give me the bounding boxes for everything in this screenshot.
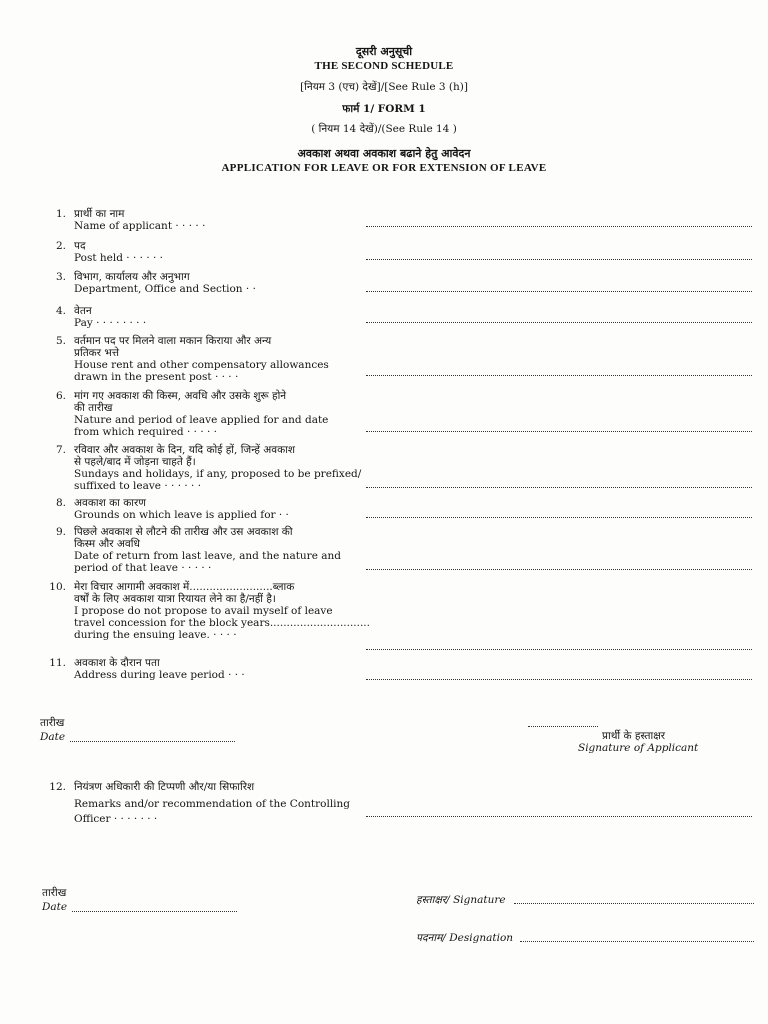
item-number: 3. (55, 271, 66, 283)
signature-label-hindi: प्रार्थी के हस्ताक्षर (602, 730, 666, 742)
item-number: 11. (49, 657, 66, 669)
date-field[interactable] (70, 741, 235, 742)
item-line: अवकाश का कारण (74, 497, 146, 509)
answer-field-5[interactable] (366, 375, 752, 376)
answer-field-8[interactable] (366, 517, 752, 518)
item-line: during the ensuing leave. · · · · (74, 629, 237, 641)
item-line: Officer · · · · · · · (74, 813, 158, 825)
item-number: 5. (55, 335, 66, 347)
item-number: 7. (55, 444, 66, 456)
item-number: 2. (55, 240, 66, 252)
item-line: नियंत्रण अधिकारी की टिप्पणी और/या सिफारिश (74, 781, 255, 793)
officer-date-field[interactable] (72, 911, 237, 912)
item-line: प्रतिकर भत्ते (74, 347, 120, 359)
item-line: रविवार और अवकाश के दिन, यदि कोई हों, जिन्हें अवकाश (74, 444, 296, 456)
item-line: वेतन (74, 305, 92, 317)
officer-signature-label: हस्ताक्षर/ Signature (416, 894, 506, 906)
item-line: की तारीख (74, 402, 113, 414)
date-label: Date (40, 731, 66, 743)
item-line: I propose do not propose to avail myself of leave (74, 605, 333, 617)
item-number: 10. (49, 581, 66, 593)
item-line: Address during leave period · · · (74, 669, 245, 681)
item-line: drawn in the present post · · · · (74, 371, 239, 383)
date-label-hindi-2: तारीख (42, 887, 67, 899)
item-number: 8. (55, 497, 66, 509)
answer-field-11[interactable] (366, 679, 752, 680)
item-line: अवकाश के दौरान पता (74, 657, 160, 669)
form-title-hindi: अवकाश अथवा अवकाश बढाने हेतु आवेदन (297, 147, 471, 160)
item-line: travel concession for the block years.............................. (74, 617, 370, 629)
answer-field-1[interactable] (366, 226, 752, 227)
item-line: Remarks and/or recommendation of the Controlling (74, 798, 351, 810)
answer-field-7[interactable] (366, 487, 752, 488)
answer-field-4[interactable] (366, 322, 752, 323)
item-number: 12. (49, 781, 66, 793)
item-line: पिछले अवकाश से लौटने की तारीख और उस अवकाश की (74, 526, 293, 538)
applicant-signature-field[interactable] (528, 726, 598, 727)
item-line: विभाग, कार्यालय और अनुभाग (74, 271, 190, 283)
item-line: period of that leave · · · · · (74, 562, 212, 574)
item-line: Nature and period of leave applied for and date (74, 414, 329, 426)
item-line: Date of return from last leave, and the nature and (74, 550, 342, 562)
answer-field-9[interactable] (366, 569, 752, 570)
item-line: Sundays and holidays, if any, proposed to be prefixed/ (74, 468, 362, 480)
answer-field-2[interactable] (366, 259, 752, 260)
answer-field-10[interactable] (366, 649, 752, 650)
rule-reference: [नियम 3 (एच) देखें]/[See Rule 3 (h)] (300, 81, 468, 93)
item-line: से पहले/बाद में जोड़ना चाहते हैं। (74, 456, 196, 468)
item-line: Department, Office and Section · · (74, 283, 256, 295)
item-line: from which required · · · · · (74, 426, 218, 438)
schedule-title: THE SECOND SCHEDULE (314, 60, 454, 72)
item-line: Post held · · · · · · (74, 252, 164, 264)
schedule-title-hindi: दूसरी अनुसूची (355, 45, 413, 58)
form-number: फार्म 1/ FORM 1 (342, 103, 426, 115)
item-line: Grounds on which leave is applied for · · (74, 509, 289, 521)
item-number: 4. (55, 305, 66, 317)
item-number: 6. (55, 390, 66, 402)
item-line: वर्तमान पद पर मिलने वाला मकान किराया और अन्य (74, 335, 272, 347)
item-line: suffixed to leave · · · · · · (74, 480, 202, 492)
answer-field-3[interactable] (366, 291, 752, 292)
remarks-field[interactable] (366, 816, 752, 817)
date-label-hindi: तारीख (40, 717, 65, 729)
rule-reference-2: ( नियम 14 देखें)/(See Rule 14 ) (311, 123, 457, 135)
item-line: किस्म और अवधि (74, 538, 140, 550)
item-number: 1. (55, 208, 66, 220)
item-line: Name of applicant · · · · · (74, 220, 206, 232)
item-line: मांग गए अवकाश की किस्म, अवधि और उसके शुरू होने (74, 390, 287, 402)
form-title: APPLICATION FOR LEAVE OR FOR EXTENSION OF LEAVE (221, 162, 547, 174)
item-line: मेरा विचार आगामी अवकाश में.........................ब्लाक (74, 581, 295, 593)
item-line: प्रार्थी का नाम (74, 208, 125, 220)
signature-label: Signature of Applicant (578, 742, 699, 754)
officer-designation-field[interactable] (520, 941, 754, 942)
answer-field-6[interactable] (366, 431, 752, 432)
officer-signature-field[interactable] (514, 903, 754, 904)
item-line: House rent and other compensatory allowances (74, 359, 329, 371)
date-label-2: Date (42, 901, 68, 913)
item-line: Pay · · · · · · · · (74, 317, 147, 329)
officer-designation-label: पदनाम/ Designation (416, 932, 514, 944)
item-number: 9. (55, 526, 66, 538)
item-line: वर्षों के लिए अवकाश यात्रा रियायत लेने का है/नहीं है। (74, 593, 276, 605)
item-line: पद (74, 240, 86, 252)
